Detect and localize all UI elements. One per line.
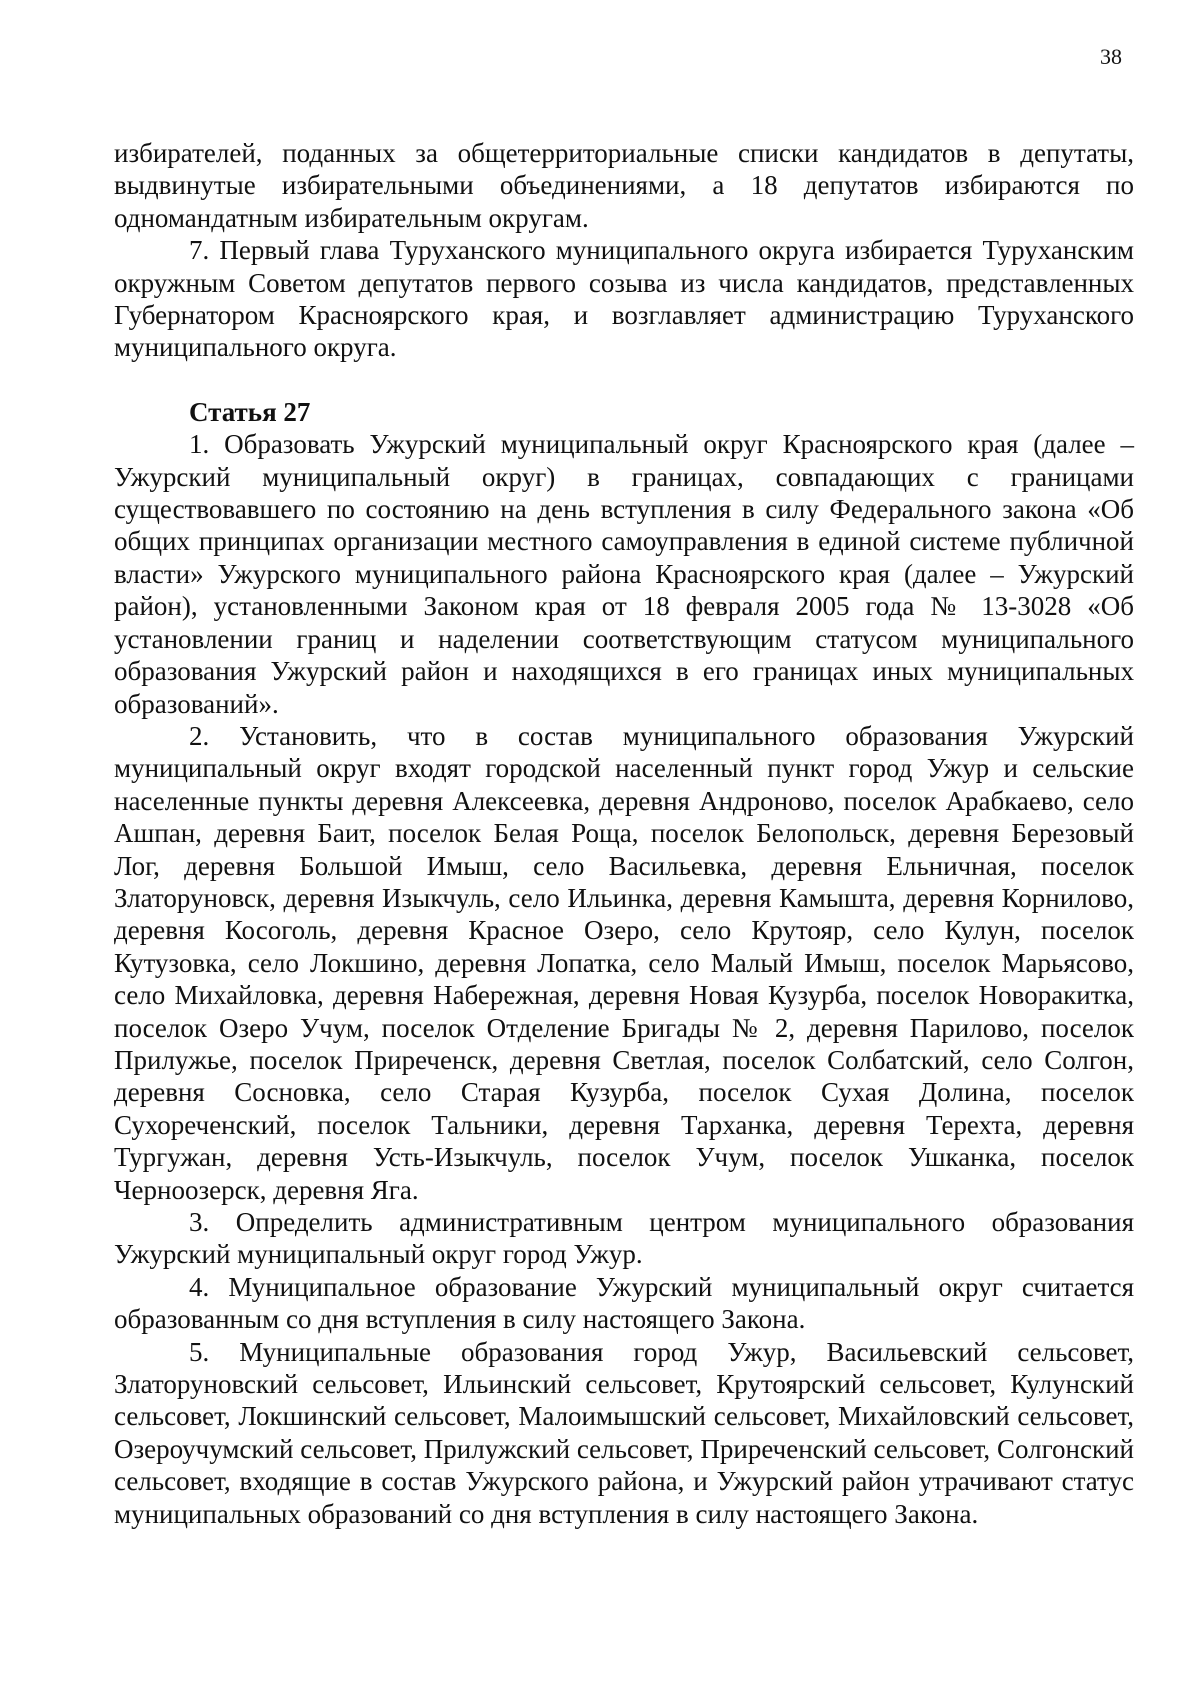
article-27-paragraph-4: 4. Муниципальное образование Ужурский муниципальный округ считается образованным со дня вступления в силу настоящего Закона. [114, 1271, 1134, 1335]
article-26-paragraph-7: 7. Первый глава Туруханского муниципального округа избирается Туруханским окружным Советом депутатов первого созыва из числа кандидатов, представленных Губернатором Красноярского края, и возглавляет администрацию Туруханского муниципального округа. [114, 235, 1134, 363]
article-27-heading: Статья 27 [189, 396, 311, 427]
article-27-paragraph-2: 2. Установить, что в состав муниципального образования Ужурский муниципальный округ входят городской населенный пункт город Ужур и сельские населенные пункты деревня Алексеевка, деревня Андроново, поселок Арабкаево, село Ашпан, деревня Баит, поселок Белая Роща, поселок Белопольск, деревня Березовый Лог, деревня Большой Имыш, село Васильевка, деревня Ельничная, поселок Златоруновск, деревня Изыкчуль, село Ильинка, деревня Камышта, деревня Корнилово, деревня Косоголь, деревня Красное Озеро, село Крутояр, село Кулун, поселок Кутузовка, село Локшино, деревня Лопатка, село Малый Имыш, поселок Марьясово, село Михайловка, деревня Набережная, деревня Новая Кузурба, поселок Новоракитка, поселок Озеро Учум, поселок Отделение Бригады № 2, деревня Парилово, поселок Прилужье, поселок Приреченск, деревня Светлая, поселок Солбатский, село Солгон, деревня Сосновка, село Старая Кузурба, поселок Сухая Долина, поселок Сухореченский, поселок Тальники, деревня Тарханка, деревня Терехта, деревня Тургужан, деревня Усть-Изыкчуль, поселок Учум, поселок Ушканка, поселок Черноозерск, деревня Яга. [114, 720, 1134, 1205]
article-27-paragraph-3: 3. Определить административным центром муниципального образования Ужурский муниципальный округ город Ужур. [114, 1207, 1134, 1270]
article-27-paragraph-1: 1. Образовать Ужурский муниципальный округ Красноярского края (далее – Ужурский муниципальный округ) в границах, совпадающих с границами существовавшего по состоянию на день вступления в силу Федерального закона «Об общих принципах организации местного самоуправления в единой системе публичной власти» Ужурского муниципального района Красноярского края (далее – Ужурский район), установленными Законом края от 18 февраля 2005 года № 13-3028 «Об установлении границ и наделении соответствующим статусом муниципального образования Ужурский район и находящихся в его границах иных муниципальных образований». [114, 429, 1134, 719]
article-27-paragraph-5: 5. Муниципальные образования город Ужур, Васильевский сельсовет, Златоруновский сельсовет, Ильинский сельсовет, Крутоярский сельсовет, Кулунский сельсовет, Локшинский сельсовет, Малоимышский сельсовет, Михайловский сельсовет, Озероучумский сельсовет, Прилужский сельсовет, Приреченский сельсовет, Солгонский сельсовет, входящие в состав Ужурского района, и Ужурский район утрачивают статус муниципальных образований со дня вступления в силу настоящего Закона. [114, 1336, 1134, 1529]
document-body [114, 137, 1134, 1530]
page-number: 38 [1100, 44, 1122, 69]
article-26-paragraph-6-continuation: избирателей, поданных за общетерриториальные списки кандидатов в депутаты, выдвинутые избирательными объединениями, а 18 депутатов избираются по одномандатным избирательным округам. [114, 138, 1134, 233]
